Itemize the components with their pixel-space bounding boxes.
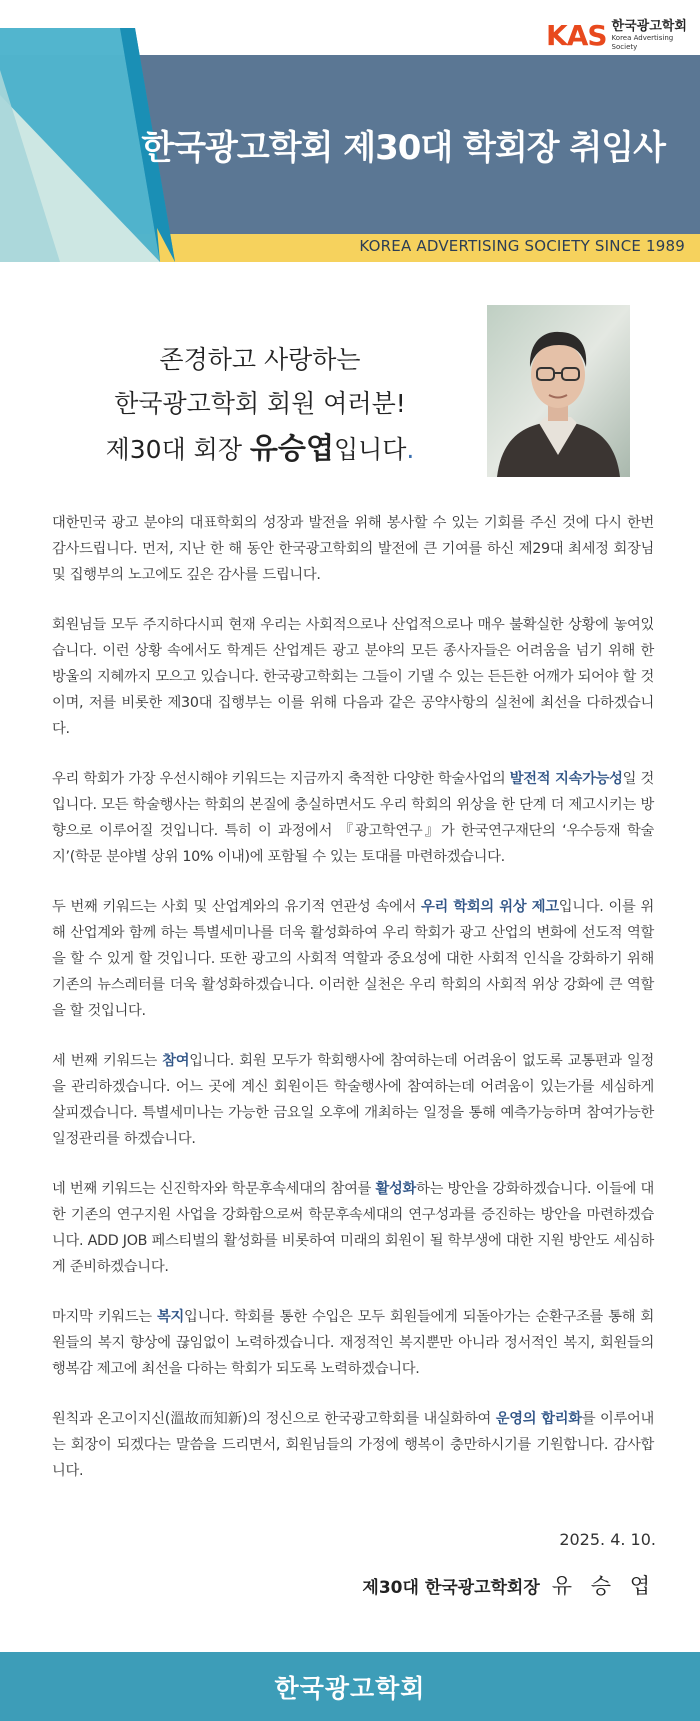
president-name: 유승엽 [249,431,334,465]
signature [0,1570,656,1600]
keyword-highlight: 운영의 합리화 [495,1411,582,1427]
header-banner [0,0,700,262]
paragraph: 대한민국 광고 분야의 대표학회의 성장과 발전을 위해 봉사할 수 있는 기회를 주신 것에 다시 한번 감사드립니다. 먼저, 지난 한 해 동안 한국광고학회의 발전에 큰 기여를 하신 제29대 최세정 회장님 및 집행부의 노고에도 깊은 감사를 드립니다. [52,515,654,583]
keyword-highlight: 복지 [157,1309,185,1325]
paragraph: 원칙과 온고이지신(溫故而知新)의 정신으로 한국광고학회를 내실화하여 운영의 합리화를 이루어내는 회장이 되겠다는 말씀을 드리면서, 회원님들의 가정에 행복이 충만하시기를 기원합니다. 감사합니다. [52,1411,654,1479]
logo-korean-name: 한국광고학회 [611,19,687,34]
signature-name: 유 승 엽 [551,1574,656,1598]
paragraph: 두 번째 키워드는 사회 및 산업계와의 유기적 연관성 속에서 우리 학회의 위상 제고입니다. 이를 위해 산업계와 함께 하는 특별세미나를 더욱 활성화하여 우리 학회가 광고 산업의 변화에 선도적 역할을 할 수 있게 할 것입니다. 또한 광고의 사회적 역할과 중요성에 대한 사회적 인식을 강화하기 위해 기존의 뉴스레터를 더욱 활성화하겠습니다. 이러한 실천은 우리 학회의 사회적 위상 강화에 큰 역할을 할 것입니다. [52,899,654,1019]
greeting [60,338,460,472]
footer-label: 한국광고학회 [274,1673,426,1703]
keyword-highlight: 발전적 지속가능성 [509,771,623,787]
greeting-line-2: 한국광고학회 회원 여러분! [114,389,406,418]
paragraph: 마지막 키워드는 복지입니다. 학회를 통한 수입은 모두 회원들에게 되돌아가는 순환구조를 통해 회원들의 복지 향상에 끊임없이 노력하겠습니다. 재정적인 복지뿐만 아니라 정서적인 복지, 회원들의 행복감 제고에 최선을 다하는 학회가 되도록 노력하겠습니다. [52,1309,654,1377]
speech-body [52,510,654,1508]
paragraph: 회원님들 모두 주지하다시피 현재 우리는 사회적으로나 산업적으로나 매우 불확실한 상황에 놓여있습니다. 이런 상황 속에서도 학계든 산업계든 광고 분야의 모든 종사자들은 어려움을 넘기 위해 한 방울의 지혜까지 모으고 있습니다. 한국광고학회는 그들이 기댈 수 있는 든든한 어깨가 되어야 할 것이며, 저를 비롯한 제30대 집행부는 이를 위해 다음과 같은 공약사항의 실천에 최선을 다하겠습니다. [52,617,654,737]
logo-mark: KAS [546,19,607,52]
greeting-line-3: 제30대 회장 유승엽입니다. [105,431,415,465]
keyword-highlight: 참여 [162,1053,190,1069]
paragraph: 세 번째 키워드는 참여입니다. 회원 모두가 학회행사에 참여하는데 어려움이 없도록 교통편과 일정을 관리하겠습니다. 어느 곳에 계신 회원이든 학술행사에 참여하는데 어려움이 있는가를 세심하게 살피겠습니다. 특별세미나는 가능한 금요일 오후에 개최하는 일정을 통해 예측가능하며 참여가능한 일정관리를 하겠습니다. [52,1053,654,1147]
paragraph: 우리 학회가 가장 우선시해야 키워드는 지금까지 축적한 다양한 학술사업의 발전적 지속가능성일 것입니다. 모든 학술행사는 학회의 본질에 충실하면서도 우리 학회의 위상을 한 단계 더 제고시키는 방향으로 이루어질 것입니다. 특히 이 과정에서 『광고학연구』가 한국연구재단의 ‘우수등재 학술지’(학문 분야별 상위 10% 이내)에 포함될 수 있는 토대를 마련하겠습니다. [52,771,654,865]
footer [0,1652,700,1721]
page-subtitle: KOREA ADVERTISING SOCIETY SINCE 1989 [359,237,685,255]
paragraph: 네 번째 키워드는 신진학자와 학문후속세대의 참여를 활성화하는 방안을 강화하겠습니다. 이들에 대한 기존의 연구지원 사업을 강화함으로써 학문후속세대의 연구성과를 증진하는 방안을 마련하겠습니다. ADD JOB 페스티벌의 활성화를 비롯하여 미래의 회원이 될 학부생에 대한 지원 방안도 세심하게 준비하겠습니다. [52,1181,654,1275]
keyword-highlight: 우리 학회의 위상 제고 [420,899,559,915]
president-photo [487,305,630,477]
keyword-highlight: 활성화 [375,1181,417,1197]
signature-title: 제30대 한국광고학회장 [362,1578,540,1598]
logo-english-name: Korea Advertising Society [611,34,674,51]
page-title: 한국광고학회 제30대 학회장 취임사 [141,128,665,168]
kas-logo [546,20,700,52]
speech-date: 2025. 4. 10. [559,1530,656,1549]
greeting-line-1: 존경하고 사랑하는 [159,345,361,374]
